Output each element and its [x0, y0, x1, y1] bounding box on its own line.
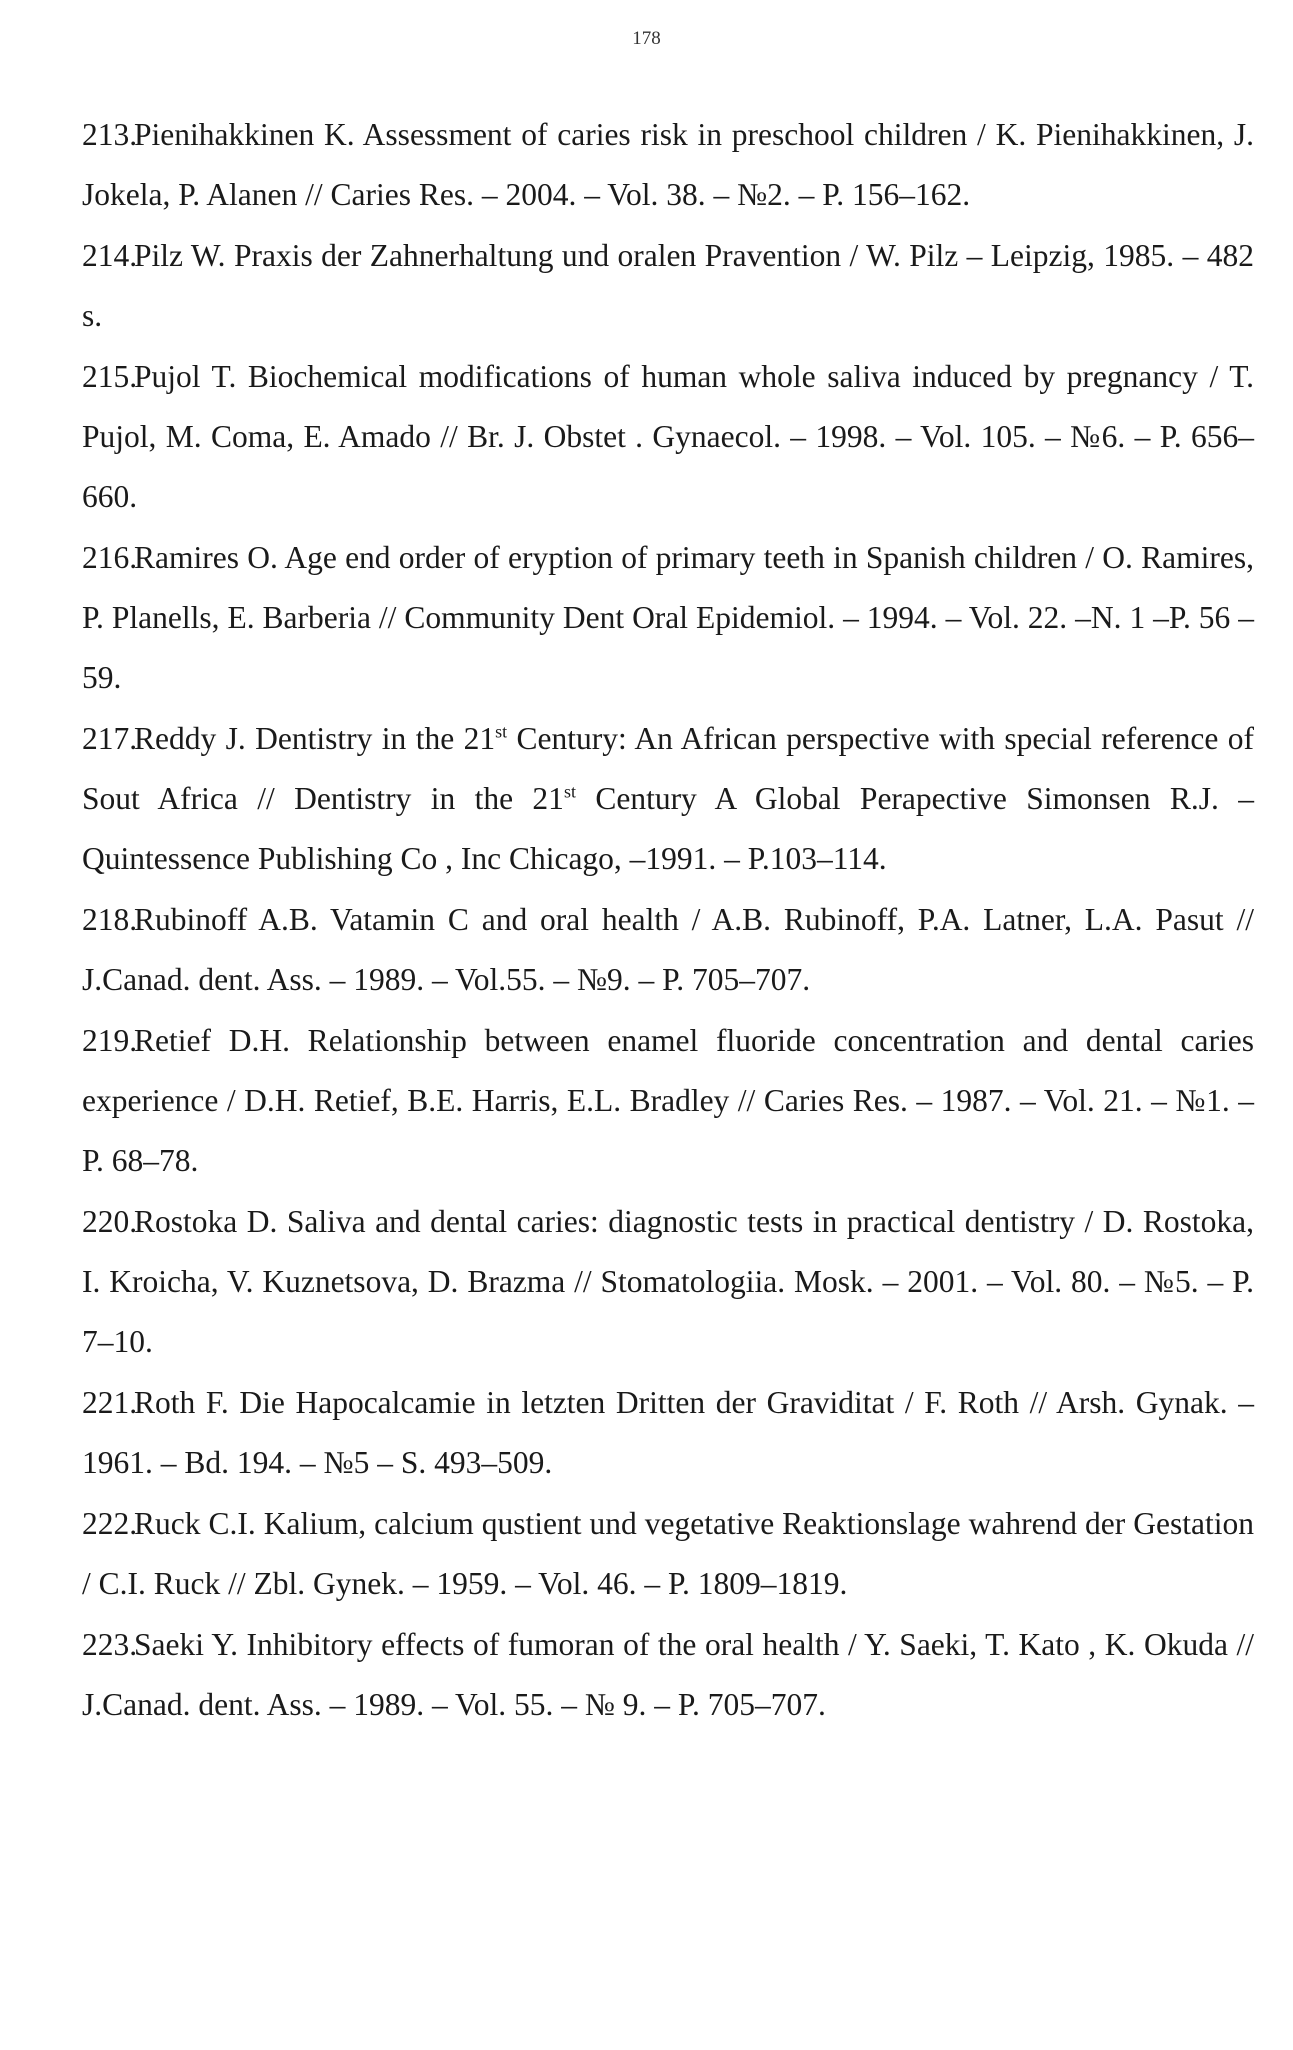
- reference-number: 217.: [82, 721, 138, 756]
- page-number: 178: [632, 28, 661, 49]
- reference-item: [82, 1494, 1254, 1614]
- reference-number: 223.: [82, 1627, 138, 1662]
- reference-number: 214.: [82, 238, 138, 273]
- reference-text: Rostoka D. Saliva and dental caries: diagnostic tests in practical dentistry / D. Rostoka, I. Kroicha, V. Kuznetsova, D. Brazma // Stomatologiia. Mosk. – 2001. – Vol. 80. – №5. – P. 7–10.: [82, 1204, 1254, 1359]
- reference-item: [82, 528, 1254, 708]
- reference-item: [82, 1192, 1254, 1372]
- reference-number: 216.: [82, 540, 138, 575]
- reference-item: [82, 1011, 1254, 1191]
- reference-number: 213.: [82, 117, 138, 152]
- reference-list: [82, 105, 1254, 1736]
- reference-text: Ruck C.I. Kalium, calcium qustient und vegetative Reaktionslage wahrend der Gestation / C.I. Ruck // Zbl. Gynek. – 1959. – Vol. 46. – P. 1809–1819.: [82, 1506, 1254, 1601]
- reference-item: [82, 890, 1254, 1010]
- reference-item: [82, 226, 1254, 346]
- reference-number: 219.: [82, 1023, 138, 1058]
- reference-text: Century A Global Perapective Simonsen R.J. – Quintessence Publishing Co , Inc Chicago, –1991. – P.103–114.: [82, 781, 1254, 876]
- reference-text: Saeki Y. Inhibitory effects of fumoran of the oral health / Y. Saeki, T. Kato , K. Okuda // J.Canad. dent. Ass. – 1989. – Vol. 55. – № 9. – P. 705–707.: [82, 1627, 1254, 1722]
- superscript-st: st: [563, 781, 576, 802]
- superscript-st: st: [495, 721, 508, 742]
- reference-text: Reddy J. Dentistry in the 21: [134, 721, 496, 756]
- reference-number: 221.: [82, 1385, 138, 1420]
- reference-item: [82, 1615, 1254, 1735]
- reference-text: Rubinoff A.B. Vatamin C and oral health / A.B. Rubinoff, P.A. Latner, L.A. Pasut // J.Canad. dent. Ass. – 1989. – Vol.55. – №9. – P. 705–707.: [82, 902, 1254, 997]
- reference-item: [82, 105, 1254, 225]
- reference-item: [82, 709, 1254, 889]
- reference-item: [82, 347, 1254, 527]
- reference-number: 218.: [82, 902, 138, 937]
- reference-number: 215.: [82, 359, 138, 394]
- reference-text: Century: An African perspective with special reference of Sout Africa // Dentistry in the 21: [82, 721, 1254, 816]
- reference-text: Roth F. Die Hapocalcamie in letzten Dritten der Graviditat / F. Roth // Arsh. Gynak. –1961. – Bd. 194. – №5 – S. 493–509.: [82, 1385, 1254, 1480]
- reference-text: Ramires O. Age end order of eryption of primary teeth in Spanish children / O. Ramires, P. Planells, E. Barberia // Community Dent Oral Epidemiol. – 1994. – Vol. 22. –N. 1 –P. 56 – 59.: [82, 540, 1254, 695]
- reference-text: Pilz W. Praxis der Zahnerhaltung und oralen Pravention / W. Pilz – Leipzig, 1985. – 482 s.: [82, 238, 1254, 333]
- reference-number: 222.: [82, 1506, 138, 1541]
- reference-text: Pujol T. Biochemical modifications of human whole saliva induced by pregnancy / T. Pujol, M. Coma, E. Amado // Br. J. Obstet . Gynaecol. – 1998. – Vol. 105. – №6. – P. 656–660.: [82, 359, 1254, 514]
- reference-item: [82, 1373, 1254, 1493]
- reference-number: 220.: [82, 1204, 138, 1239]
- reference-text: Retief D.H. Relationship between enamel fluoride concentration and dental caries experience / D.H. Retief, B.E. Harris, E.L. Bradley // Caries Res. – 1987. – Vol. 21. – №1. – P. 68–78.: [82, 1023, 1254, 1178]
- reference-text: Pienihakkinen K. Assessment of caries risk in preschool children / K. Pienihakkinen, J. Jokela, P. Alanen // Caries Res. – 2004. – Vol. 38. – №2. – P. 156–162.: [82, 117, 1254, 212]
